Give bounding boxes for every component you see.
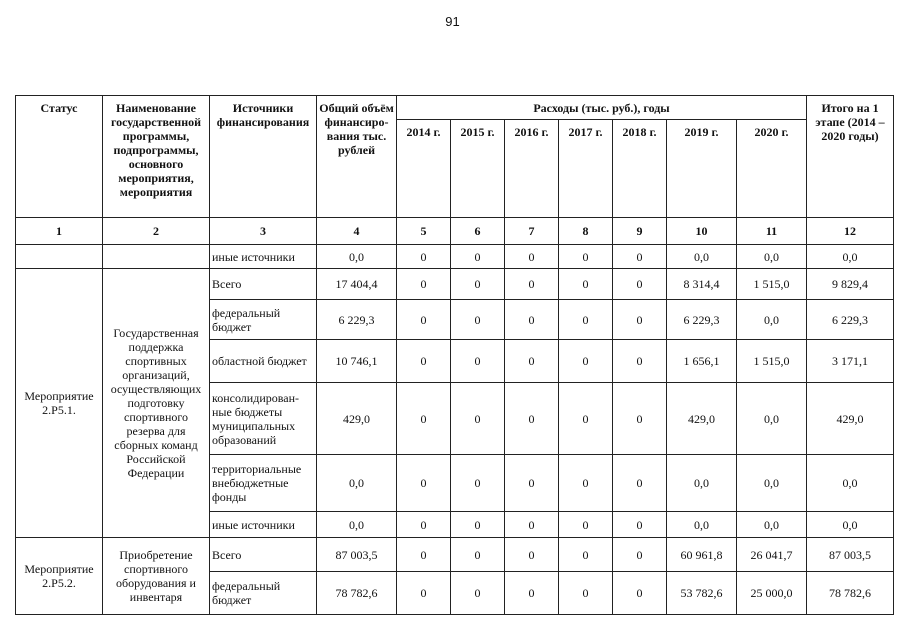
value-cell: 0 xyxy=(397,340,451,383)
source-cell: областной бюджет xyxy=(210,340,317,383)
header-year: 2017 г. xyxy=(559,120,613,218)
value-cell: 6 229,3 xyxy=(317,300,397,340)
value-cell: 0 xyxy=(613,269,667,300)
value-cell: 78 782,6 xyxy=(317,572,397,615)
source-cell: иные источники xyxy=(210,512,317,538)
value-cell: 429,0 xyxy=(317,383,397,455)
value-cell: 0 xyxy=(613,245,667,269)
value-cell: 0 xyxy=(613,512,667,538)
value-cell: 0 xyxy=(451,340,505,383)
col-number: 11 xyxy=(737,218,807,245)
value-cell: 0 xyxy=(559,455,613,512)
col-number: 2 xyxy=(103,218,210,245)
col-number: 4 xyxy=(317,218,397,245)
value-cell: 0 xyxy=(613,340,667,383)
value-cell: 0 xyxy=(397,245,451,269)
page-number: 91 xyxy=(445,14,460,29)
col-number: 5 xyxy=(397,218,451,245)
value-cell: 0,0 xyxy=(317,455,397,512)
value-cell: 0 xyxy=(451,455,505,512)
col-number: 1 xyxy=(16,218,103,245)
value-cell: 0 xyxy=(559,572,613,615)
value-cell: 26 041,7 xyxy=(737,538,807,572)
value-cell: 0 xyxy=(505,572,559,615)
value-cell: 0,0 xyxy=(737,455,807,512)
value-cell: 87 003,5 xyxy=(317,538,397,572)
col-number: 12 xyxy=(807,218,894,245)
table-row xyxy=(16,538,894,572)
event-name: Государственная поддержка спортивных организаций, осуществляющих подготовку спортивного резерва для сборных команд Российской Федерации xyxy=(103,269,210,538)
value-cell: 0 xyxy=(505,340,559,383)
header-name: Наименование государственной программы, подпрограммы, основного мероприятия, мероприятия xyxy=(103,96,210,218)
value-cell: 0 xyxy=(559,512,613,538)
event-name: Приобретение спортивного оборудования и инвентаря xyxy=(103,538,210,615)
value-cell: 0 xyxy=(613,572,667,615)
value-cell: 9 829,4 xyxy=(807,269,894,300)
value-cell: 6 229,3 xyxy=(667,300,737,340)
header-total-volume: Общий объём финансиро-вания тыс. рублей xyxy=(317,96,397,218)
value-cell: 6 229,3 xyxy=(807,300,894,340)
value-cell: 8 314,4 xyxy=(667,269,737,300)
value-cell: 429,0 xyxy=(667,383,737,455)
value-cell: 0 xyxy=(505,512,559,538)
col-number: 7 xyxy=(505,218,559,245)
event-status: Мероприятие 2.Р5.1. xyxy=(16,269,103,538)
value-cell: 0 xyxy=(559,383,613,455)
value-cell: 0,0 xyxy=(807,245,894,269)
col-number: 9 xyxy=(613,218,667,245)
value-cell: 0 xyxy=(397,269,451,300)
header-stage-total: Итого на 1 этапе (2014 – 2020 годы) xyxy=(807,96,894,218)
value-cell: 0,0 xyxy=(737,383,807,455)
value-cell: 0 xyxy=(505,383,559,455)
header-year: 2014 г. xyxy=(397,120,451,218)
source-cell: Всего xyxy=(210,269,317,300)
source-cell: федеральный бюджет xyxy=(210,300,317,340)
value-cell: 0 xyxy=(559,538,613,572)
value-cell: 0,0 xyxy=(317,245,397,269)
value-cell: 0,0 xyxy=(807,512,894,538)
value-cell: 0 xyxy=(505,538,559,572)
value-cell: 0 xyxy=(613,300,667,340)
value-cell: 0 xyxy=(451,572,505,615)
value-cell: 25 000,0 xyxy=(737,572,807,615)
value-cell: 10 746,1 xyxy=(317,340,397,383)
value-cell: 0,0 xyxy=(667,245,737,269)
value-cell: 0,0 xyxy=(737,245,807,269)
value-cell: 0 xyxy=(505,455,559,512)
value-cell: 0 xyxy=(397,300,451,340)
value-cell: 60 961,8 xyxy=(667,538,737,572)
header-year: 2016 г. xyxy=(505,120,559,218)
source-cell: консолидирован-ные бюджеты муниципальных образований xyxy=(210,383,317,455)
value-cell: 17 404,4 xyxy=(317,269,397,300)
value-cell: 0 xyxy=(505,269,559,300)
header-expenses: Расходы (тыс. руб.), годы xyxy=(397,96,807,120)
source-cell: территориальные внебюджетные фонды xyxy=(210,455,317,512)
value-cell: 0 xyxy=(397,538,451,572)
value-cell: 1 515,0 xyxy=(737,269,807,300)
value-cell: 0 xyxy=(451,300,505,340)
value-cell: 0,0 xyxy=(807,455,894,512)
value-cell: 0 xyxy=(613,455,667,512)
value-cell: 0 xyxy=(451,383,505,455)
event-status: Мероприятие 2.Р5.2. xyxy=(16,538,103,615)
col-number: 3 xyxy=(210,218,317,245)
funding-table xyxy=(15,95,894,615)
value-cell: 0 xyxy=(451,269,505,300)
value-cell: 0 xyxy=(397,572,451,615)
header-year: 2018 г. xyxy=(613,120,667,218)
source-cell: федеральный бюджет xyxy=(210,572,317,615)
table-row xyxy=(16,269,894,300)
column-numbers-row xyxy=(16,218,894,245)
table-row xyxy=(16,245,894,269)
value-cell: 0 xyxy=(559,245,613,269)
value-cell: 0 xyxy=(397,512,451,538)
value-cell: 53 782,6 xyxy=(667,572,737,615)
value-cell: 87 003,5 xyxy=(807,538,894,572)
value-cell: 0,0 xyxy=(667,512,737,538)
value-cell: 0 xyxy=(451,245,505,269)
value-cell: 0 xyxy=(397,455,451,512)
value-cell: 3 171,1 xyxy=(807,340,894,383)
header-year: 2015 г. xyxy=(451,120,505,218)
value-cell: 0,0 xyxy=(737,300,807,340)
value-cell: 0,0 xyxy=(667,455,737,512)
col-number: 10 xyxy=(667,218,737,245)
value-cell: 0,0 xyxy=(317,512,397,538)
value-cell: 0 xyxy=(397,383,451,455)
value-cell: 0 xyxy=(559,300,613,340)
source-cell: иные источники xyxy=(210,245,317,269)
value-cell: 0 xyxy=(505,300,559,340)
col-number: 6 xyxy=(451,218,505,245)
value-cell: 0 xyxy=(559,340,613,383)
col-number: 8 xyxy=(559,218,613,245)
value-cell: 0 xyxy=(451,512,505,538)
value-cell: 0 xyxy=(451,538,505,572)
value-cell: 429,0 xyxy=(807,383,894,455)
value-cell: 1 656,1 xyxy=(667,340,737,383)
value-cell: 78 782,6 xyxy=(807,572,894,615)
value-cell: 0 xyxy=(559,269,613,300)
value-cell: 0 xyxy=(505,245,559,269)
value-cell: 0,0 xyxy=(737,512,807,538)
value-cell: 0 xyxy=(613,383,667,455)
value-cell: 1 515,0 xyxy=(737,340,807,383)
header-year: 2019 г. xyxy=(667,120,737,218)
value-cell: 0 xyxy=(613,538,667,572)
header-year: 2020 г. xyxy=(737,120,807,218)
source-cell: Всего xyxy=(210,538,317,572)
header-status: Статус xyxy=(16,96,103,218)
header-sources: Источники финансирования xyxy=(210,96,317,218)
